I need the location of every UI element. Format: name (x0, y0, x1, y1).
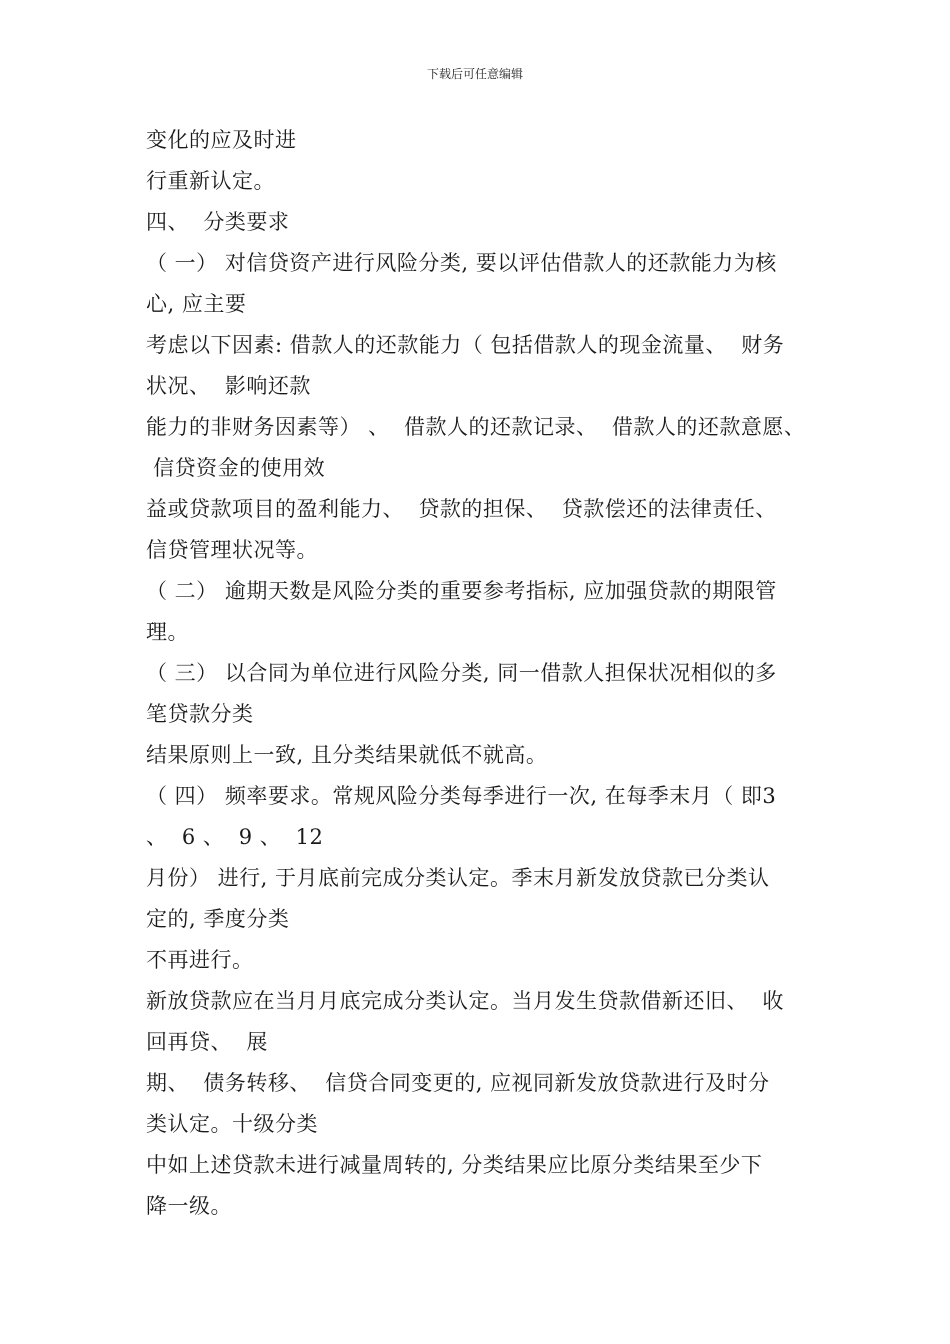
text-line: 变化的应及时进 (146, 128, 297, 152)
text-line: 益或贷款项目的盈利能力、 贷款的担保、 贷款偿还的法律责任、 (146, 497, 777, 521)
text-line: 信贷资金的使用效 (146, 456, 326, 480)
text-line: 能力的非财务因素等） 、 借款人的还款记录、 借款人的还款意愿、 (146, 415, 806, 439)
text-line: 回再贷、 展 (146, 1030, 268, 1054)
text-line: 不再进行。 (146, 948, 254, 972)
text-line: 状况、 影响还款 (146, 374, 311, 398)
text-line: 、 6 、 9 、 12 (146, 825, 324, 849)
text-line: 新放贷款应在当月月底完成分类认定。当月发生贷款借新还旧、 收 (146, 989, 784, 1013)
text-line: 考虑以下因素: 借款人的还款能力（ 包括借款人的现金流量、 财务 (146, 333, 785, 357)
text-line: 中如上述贷款未进行减量周转的, 分类结果应比原分类结果至少下 (146, 1153, 763, 1177)
text-line: 行重新认定。 (146, 169, 275, 193)
text-line: 心, 应主要 (146, 292, 247, 316)
text-line: 降一级。 (146, 1194, 232, 1218)
text-line: 月份） 进行, 于月底前完成分类认定。季末月新发放贷款已分类认 (146, 866, 770, 890)
text-line: （ 一） 对信贷资产进行风险分类, 要以评估借款人的还款能力为核 (146, 251, 777, 275)
text-line: （ 二） 逾期天数是风险分类的重要参考指标, 应加强贷款的期限管 (146, 579, 777, 603)
text-line: 期、 债务转移、 信贷合同变更的, 应视同新发放贷款进行及时分 (146, 1071, 770, 1095)
text-line: 结果原则上一致, 且分类结果就低不就高。 (146, 743, 548, 767)
text-line: （ 四） 频率要求。常规风险分类每季进行一次, 在每季末月（ 即3 (146, 784, 777, 808)
page-header: 下载后可任意编辑 (426, 67, 523, 81)
text-line: 笔贷款分类 (146, 702, 254, 726)
text-line: 定的, 季度分类 (146, 907, 290, 931)
section-heading: 四、 分类要求 (146, 210, 290, 234)
text-line: 类认定。十级分类 (146, 1112, 318, 1136)
document-body (146, 120, 846, 1227)
text-line: （ 三） 以合同为单位进行风险分类, 同一借款人担保状况相似的多 (146, 661, 777, 685)
text-line: 信贷管理状况等。 (146, 538, 318, 562)
text-line: 理。 (146, 620, 189, 644)
